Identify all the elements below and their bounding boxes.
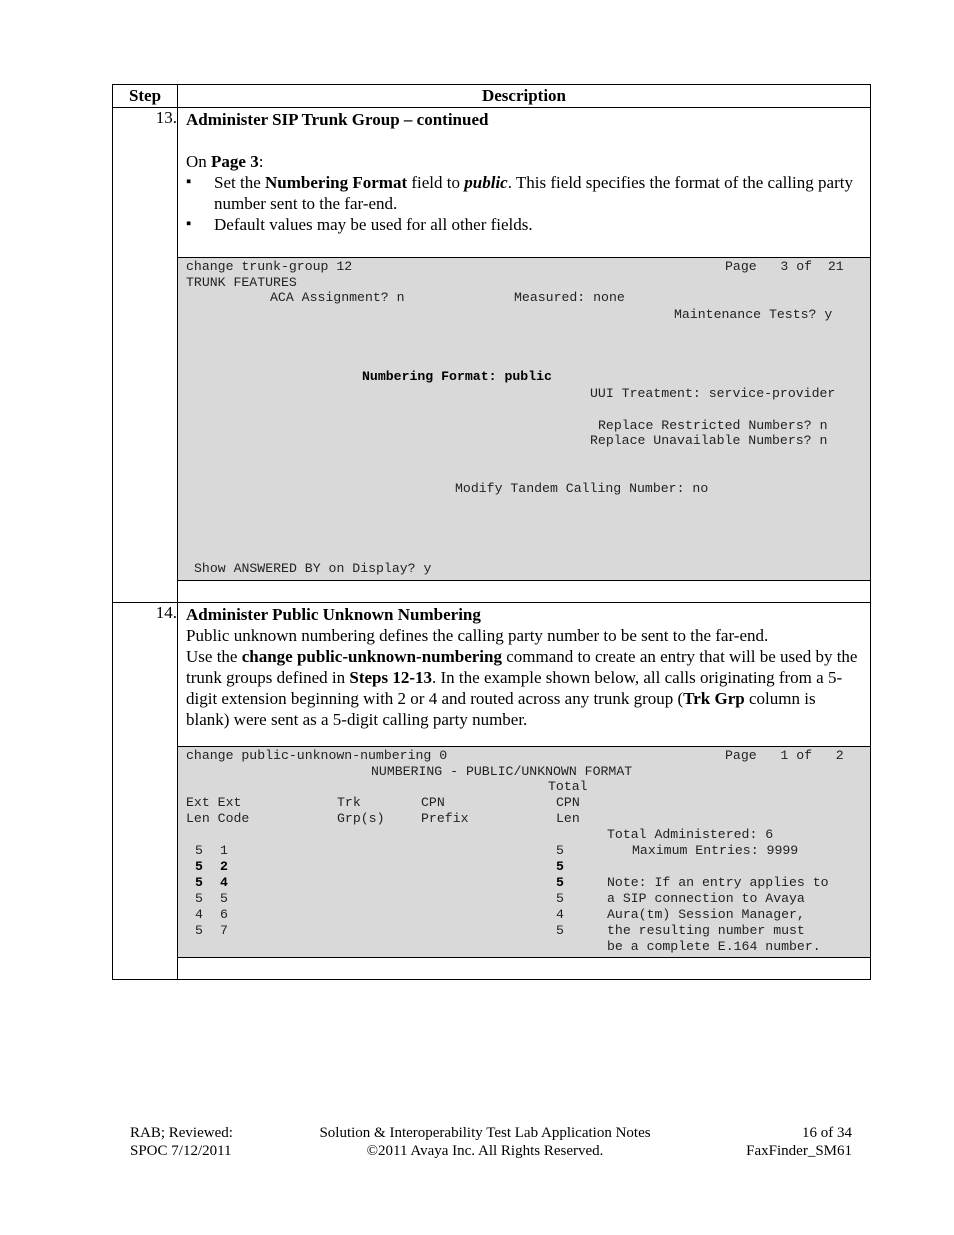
screen-line: TRUNK FEATURES <box>186 275 297 290</box>
table-row-code: 6 <box>220 907 228 922</box>
screen-page: Page 1 of 2 <box>725 748 844 763</box>
footer-page-number: 16 of 34 <box>802 1125 852 1141</box>
step-13-description <box>178 108 871 603</box>
note-line: Note: If an entry applies to <box>607 875 829 890</box>
step-14-title: Administer Public Unknown Numbering <box>186 605 481 624</box>
step-14-row <box>113 603 871 980</box>
note-line: the resulting number must <box>607 923 805 938</box>
table-row-cpn: 5 <box>556 843 564 858</box>
table-row-cpn: 4 <box>556 907 564 922</box>
footer-center <box>300 1124 670 1160</box>
list-item: ▪ Set the Numbering Format field to public. This field specifies the format of the calling party number sent to the far-end. <box>186 172 862 214</box>
total-administered: Total Administered: 6 <box>607 827 774 842</box>
step-table <box>112 84 871 980</box>
table-row-cpn: 5 <box>556 859 564 874</box>
column-header: Len <box>556 811 580 826</box>
step-14-number: 14. <box>113 603 178 980</box>
table-row-len: 5 <box>195 875 203 890</box>
column-header: Trk <box>337 795 361 810</box>
screen-line: Replace Unavailable Numbers? n <box>590 433 828 448</box>
screen-line: Show ANSWERED BY on Display? y <box>194 561 432 576</box>
list-item: ▪ Default values may be used for all other fields. <box>186 214 862 235</box>
table-row-len: 5 <box>195 923 203 938</box>
step-13-number: 13. <box>113 108 178 603</box>
footer-review-date: SPOC 7/12/2011 <box>130 1143 232 1159</box>
table-row-len: 4 <box>195 907 203 922</box>
public-unknown-numbering-screen <box>178 746 870 958</box>
table-row-code: 4 <box>220 875 228 890</box>
table-row-len: 5 <box>195 843 203 858</box>
step-13-on-page: On Page 3: <box>186 152 264 171</box>
table-row-code: 2 <box>220 859 228 874</box>
step-14-para1: Public unknown numbering defines the calling party number to be sent to the far-end. <box>186 626 769 645</box>
screen-line: Total <box>548 779 588 794</box>
screen-line: change trunk-group 12 <box>186 259 353 274</box>
screen-line: change public-unknown-numbering 0 <box>186 748 448 763</box>
table-row-code: 7 <box>220 923 228 938</box>
footer-reviewer: RAB; Reviewed: <box>130 1125 233 1141</box>
step-13-title: Administer SIP Trunk Group – continued <box>186 110 489 129</box>
column-header: Prefix <box>421 811 469 826</box>
column-header: Grp(s) <box>337 811 385 826</box>
screen-line: NUMBERING - PUBLIC/UNKNOWN FORMAT <box>371 764 633 779</box>
table-header-row <box>113 85 871 108</box>
note-line: Aura(tm) Session Manager, <box>607 907 805 922</box>
table-row-len: 5 <box>195 891 203 906</box>
screen-line: ACA Assignment? n <box>270 290 405 305</box>
note-line: be a complete E.164 number. <box>607 939 821 954</box>
step-14-para2: Use the change public-unknown-numbering command to create an entry that will be used by the trunk groups defined in Steps 12-13. In the example shown below, all calls originating from a 5-digit extension beginning with 2 or 4 and routed across any trunk group (Trk Grp column is blank) were sent as a 5-digit calling party number. <box>186 647 858 729</box>
header-step: Step <box>113 85 178 108</box>
footer-doc-id: FaxFinder_SM61 <box>746 1143 852 1159</box>
screen-page: Page 3 of 21 <box>725 259 844 274</box>
trunk-group-screen <box>178 257 870 581</box>
note-line: a SIP connection to Avaya <box>607 891 805 906</box>
screen-line: Measured: none <box>514 290 625 305</box>
table-row-code: 1 <box>220 843 228 858</box>
screen-line: Replace Restricted Numbers? n <box>598 418 828 433</box>
numbering-format-line: Numbering Format: public <box>362 369 552 384</box>
column-header: Len Code <box>186 811 250 826</box>
maximum-entries: Maximum Entries: 9999 <box>632 843 799 858</box>
column-header: CPN <box>556 795 580 810</box>
table-row-code: 5 <box>220 891 228 906</box>
table-row-cpn: 5 <box>556 891 564 906</box>
footer-copyright: ©2011 Avaya Inc. All Rights Reserved. <box>366 1143 604 1159</box>
footer-left <box>130 1124 233 1160</box>
screen-line: Modify Tandem Calling Number: no <box>455 481 709 496</box>
screen-line: Maintenance Tests? y <box>674 307 833 322</box>
header-description: Description <box>178 85 871 108</box>
step-13-bullets <box>186 172 862 235</box>
step-13-row <box>113 108 871 603</box>
step-14-description <box>178 603 871 980</box>
table-row-len: 5 <box>195 859 203 874</box>
column-header: Ext Ext <box>186 795 242 810</box>
footer-right <box>746 1124 852 1160</box>
column-header: CPN <box>421 795 445 810</box>
table-row-cpn: 5 <box>556 923 564 938</box>
table-row-cpn: 5 <box>556 875 564 890</box>
footer-doc-title: Solution & Interoperability Test Lab Application Notes <box>319 1125 651 1141</box>
screen-line: UUI Treatment: service-provider <box>590 386 836 401</box>
